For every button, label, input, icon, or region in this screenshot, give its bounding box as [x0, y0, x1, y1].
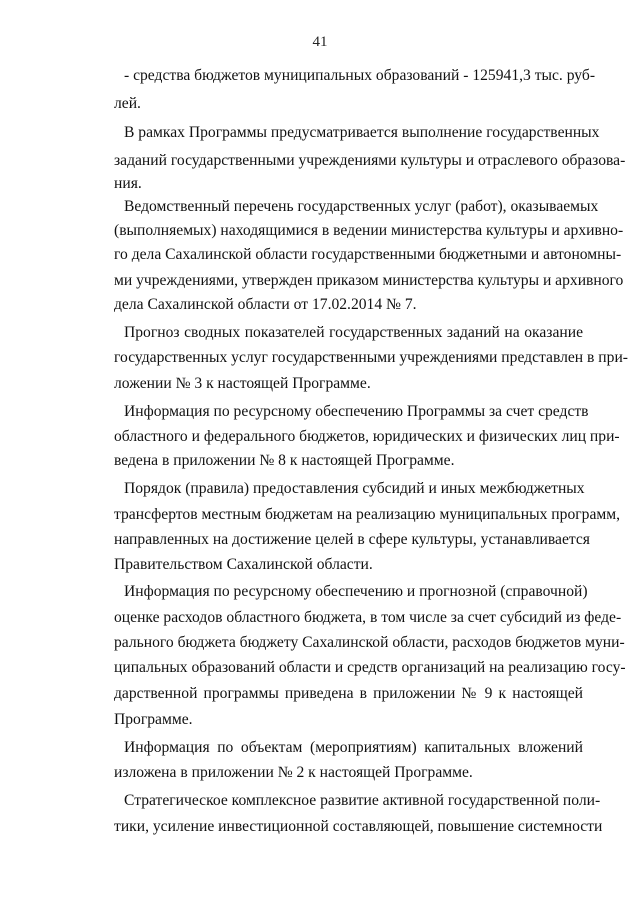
text-line: Прогноз сводных показателей государственных заданий на оказание: [124, 324, 583, 341]
text-line: Порядок (правила) предоставления субсидий и иных межбюджетных: [124, 480, 585, 497]
text-line: дарственной программы приведена в приложении № 9 к настоящей: [114, 685, 583, 702]
page-number: 41: [312, 34, 328, 50]
text-line: государственных услуг государственными учреждениями представлен в при-: [114, 349, 628, 366]
text-line: оценке расходов областного бюджета, в том числе за счет субсидий из феде-: [114, 609, 622, 626]
text-line: (выполняемых) находящимися в ведении министерства культуры и архивно-: [114, 222, 624, 239]
text-line: направленных на достижение целей в сфере культуры, устанавливается: [114, 531, 590, 548]
text-line: - средства бюджетов муниципальных образований - 125941,3 тыс. руб-: [124, 67, 596, 84]
text-line: дела Сахалинской области от 17.02.2014 № 7.: [114, 296, 417, 313]
text-line: заданий государственными учреждениями культуры и отраслевого образова-: [114, 152, 626, 169]
text-line: ния.: [114, 175, 142, 192]
text-line: ведена в приложении № 8 к настоящей Программе.: [114, 452, 455, 469]
text-line: Ведомственный перечень государственных услуг (работ), оказываемых: [124, 198, 599, 215]
text-line: трансфертов местным бюджетам на реализацию муниципальных программ,: [114, 506, 620, 523]
text-line: Информация по ресурсному обеспечению Программы за счет средств: [124, 403, 589, 420]
text-line: рального бюджета бюджету Сахалинской области, расходов бюджетов муни-: [114, 634, 625, 651]
text-line: В рамках Программы предусматривается выполнение государственных: [124, 124, 600, 141]
text-line: Программе.: [114, 711, 193, 728]
text-line: областного и федерального бюджетов, юридических и физических лиц при-: [114, 428, 620, 445]
text-line: ми учреждениями, утвержден приказом министерства культуры и архивного: [114, 272, 624, 289]
text-line: ложении № 3 к настоящей Программе.: [114, 375, 371, 392]
text-line: тики, усиление инвестиционной составляющей, повышение системности: [114, 818, 603, 835]
text-line: го дела Сахалинской области государственными бюджетными и автономны-: [114, 246, 622, 263]
text-line: ципальных образований области и средств организаций на реализацию госу-: [114, 659, 626, 676]
text-line: Информация по объектам (мероприятиям) капитальных вложений: [124, 739, 583, 756]
text-line: Стратегическое комплексное развитие активной государственной поли-: [124, 792, 601, 809]
text-line: лей.: [114, 95, 141, 112]
text-line: изложена в приложении № 2 к настоящей Программе.: [114, 764, 473, 781]
text-line: Правительством Сахалинской области.: [114, 556, 373, 573]
text-line: Информация по ресурсному обеспечению и прогнозной (справочной): [124, 583, 588, 600]
